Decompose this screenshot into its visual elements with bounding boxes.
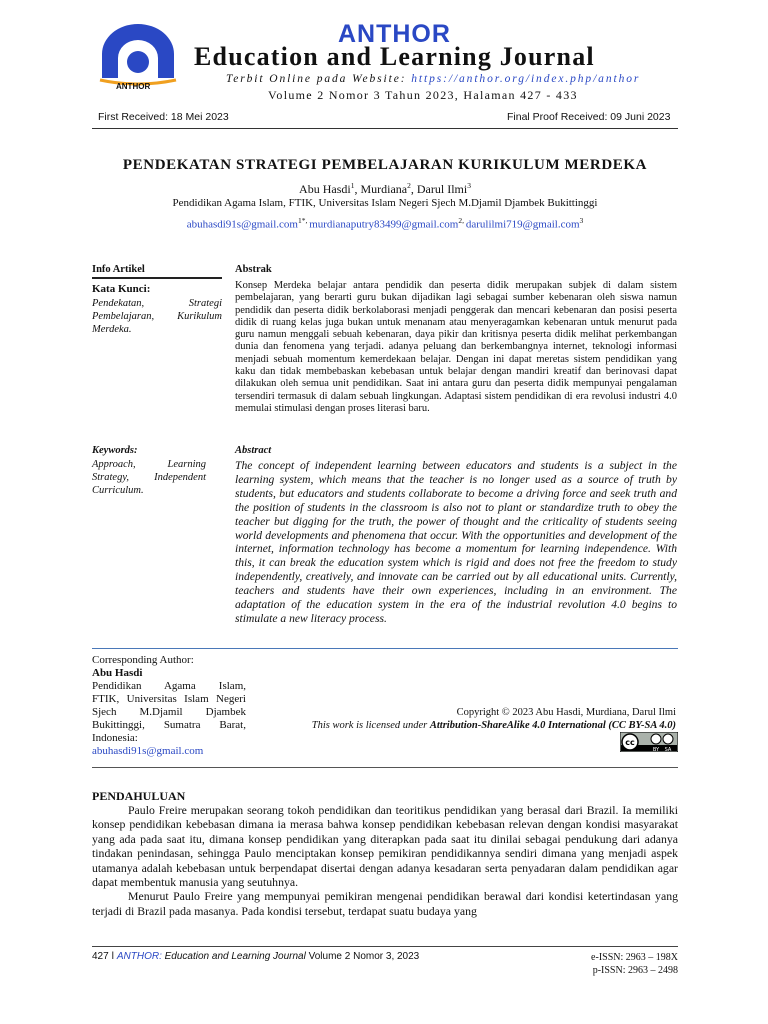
email-sup: 2,: [458, 216, 466, 225]
author-name: Abu Hasdi: [299, 182, 351, 196]
keywords-text: Approach, Learning Strategy, Independent Curriculum.: [92, 459, 206, 496]
footer-journal-name: Education and Learning Journal: [164, 951, 306, 962]
logo-caption: ANTHOR: [116, 82, 151, 91]
keywords-title: Keywords:: [92, 445, 138, 456]
header-divider: [92, 128, 678, 129]
author-name: Murdiana: [360, 182, 408, 196]
footer-left: 427 ǀ ANTHOR: Education and Learning Journal Volume 2 Nomor 3, 2023: [92, 951, 420, 962]
email-link[interactable]: abuhasdi91s@gmail.com: [186, 218, 298, 231]
body-paragraph: Paulo Freire merupakan seorang tokoh pendidikan dan teoritikus pendidikan yang berasal dari Brazil. Ia memiliki konsep pendidikan kebebasan dimana ia merasa bahwa konsep pendidikan kebebasan relevan dengan kondisi masyarakat yang ada pada saat itu, dimana konsep pendidikan yang diterapkan pada saat itu dinilai sebagai pendukung dari adanya tindakan penindasan, sehingga Paulo menciptakan konsep pemikiran pendidikannya sendiri dimana yang menjadi aspek utamanya adalah kebebasan untuk berpendapat disertai dengan adanya kesadaran serta penyadaran dalam pendidikan agar dapat membentuk manusia yang seutuhnya.: [92, 803, 678, 890]
corresponding-author: [92, 654, 246, 758]
volume-line: Volume 2 Nomor 3 Tahun 2023, Halaman 427 - 433: [268, 88, 578, 102]
first-received: First Received: 18 Mei 2023: [98, 111, 229, 123]
journal-brand: ANTHOR: [338, 20, 451, 48]
website-line: [226, 73, 640, 85]
author-emails: [92, 216, 678, 231]
footer-volume: Volume 2 Nomor 3, 2023: [305, 951, 420, 962]
kata-kunci-title: Kata Kunci:: [92, 283, 151, 295]
footer-issn: [566, 951, 678, 977]
footer-journal-brand: ANTHOR:: [116, 951, 165, 962]
author-sup: 2: [407, 181, 411, 190]
author-name: Darul Ilmi: [416, 182, 468, 196]
author-sup: 3: [467, 181, 471, 190]
copyright-block: [270, 706, 676, 732]
abstrak-text: Konsep Merdeka belajar antara pendidik dan peserta didik merupakan subjek di dalam sistem pembelajaran, yang berarti guru bukan dijadikan lagi sebagai sumber kebenaran oleh siswa namun pendidik dan peserta didik berkolaborasi menjadi penggerak dan mencari kebenaran dan posisi peserta didik di ruang kelas juga bukan untuk menanam atau menyeragamkan kebenaran untuk menurut pada guru namun menggali sebuah kebenaran, daya pikir dan kritisnya peserta didik melihat perkembangan dunia dan fenomena yang terjadi. adanya peluang dan berkembangnya internet, teknologi informasi menjadi sebuah momentum kemerdekaan belajar. Dengan ini dapat meretas sistem pendidikan yang kaku dan tidak membebaskan kebebasan untuk belajar dengan mandiri kreatif dan berinovasi dapat dilakukan oleh semua unit pendidikan. Saat ini antara guru dan peserta didik mempunyai pengalaman tersendiri termasuk di dalam sebuah lingkungan. Adaptasi sistem pendidikan di era revolusi industri 4.0 memulai stimulasi dengan proses literasi baru.: [235, 280, 677, 414]
corresponding-label: Corresponding Author:: [92, 654, 194, 666]
journal-title: Education and Learning Journal: [194, 42, 595, 71]
cc-by-sa-icon: [620, 732, 678, 752]
section-heading: PENDAHULUAN: [92, 789, 186, 803]
abstract-title: Abstract: [235, 445, 272, 456]
info-artikel-title: Info Artikel: [92, 264, 145, 275]
eissn: e-ISSN: 2963 – 198X: [591, 952, 678, 963]
body-paragraph: Menurut Paulo Freire yang mempunyai pemikiran mengenai pendidikan berawal dari kondisi ketertindasan yang terjadi di Brazil pada masanya. Pada kondisi tersebut, terdapat suatu budaya yang: [92, 889, 678, 918]
corresponding-email[interactable]: abuhasdi91s@gmail.com: [92, 745, 204, 757]
email-sup: 1*,: [297, 216, 310, 225]
abstract-text: The concept of independent learning between educators and students is a subject in the learning system, which means that the teacher is no longer used as a source of truth by students, but educators and students collaborate to become a driving force and seek truth and the position of students in the classroom is also not to plant or standardize truth to obey the teacher but digging for the truth, the power of thought and the criticality of students seeing world developments and phenomena that occur. With the opportunities and development of the internet, information technology has become a momentum for learning independence. With this, it can break the education system which is rigid and does not free the freedom to study independently, creatively, and innovate can be carried out by all educational units. Currently, teachers and students have their own experiences, including in an environment. The adaptation of the education system in the era of the industrial revolution 4.0 begins to stimulate a new literacy process.: [235, 459, 677, 625]
article-title: PENDEKATAN STRATEGI PEMBELAJARAN KURIKULUM MERDEKA: [122, 157, 648, 173]
badge-sa-text: SA: [664, 747, 672, 752]
info-rule: [92, 277, 222, 279]
page-number: 427: [92, 951, 109, 962]
author-sup: 1: [350, 181, 355, 190]
affiliation: Pendidikan Agama Islam, FTIK, Universitas Islam Negeri Sjech M.Djamil Djambek Bukittinggi: [172, 197, 598, 209]
badge-by-text: BY: [652, 747, 660, 752]
website-link[interactable]: https://anthor.org/index.php/anthor: [411, 73, 641, 85]
corresponding-line: FTIK, Universitas Islam Negeri: [92, 693, 246, 705]
abstrak-title: Abstrak: [235, 264, 272, 275]
email-link[interactable]: murdianaputry83499@gmail.com: [309, 218, 459, 231]
journal-logo: [96, 18, 180, 96]
cc-license-badge[interactable]: [620, 732, 678, 752]
kata-kunci-text: Pendekatan, Strategi Pembelajaran, Kurikulum Merdeka.: [92, 298, 222, 335]
abstract-divider: [92, 648, 678, 649]
pissn: p-ISSN: 2963 – 2498: [592, 965, 678, 976]
badge-cc-text: cc: [625, 738, 635, 747]
license-name[interactable]: Attribution-ShareAlike 4.0 International (CC BY-SA 4.0): [429, 720, 676, 731]
footer-divider: [92, 946, 678, 947]
corresponding-line: Indonesia:: [92, 732, 138, 744]
corresponding-line: Bukittinggi, Sumatra Barat,: [92, 719, 246, 731]
email-link[interactable]: darulilmi719@gmail.com: [465, 218, 580, 231]
corresponding-line: Sjech M.Djamil Djambek: [92, 706, 246, 718]
website-label: Terbit Online pada Website:: [226, 73, 412, 85]
corresponding-name: Abu Hasdi: [92, 667, 143, 679]
license-line: [270, 719, 676, 732]
final-proof-received: Final Proof Received: 09 Juni 2023: [507, 111, 671, 123]
author-list: Abu Hasdi$^1$, Murdiana$^2$, Darul Ilmi$^3$: [299, 181, 471, 196]
email-sup: 3: [579, 216, 584, 225]
license-prefix: This work is licensed under: [311, 720, 430, 731]
body-text: [92, 803, 678, 918]
body-divider: [92, 767, 678, 768]
copyright-line: Copyright © 2023 Abu Hasdi, Murdiana, Darul Ilmi: [456, 707, 676, 718]
corresponding-line: Pendidikan Agama Islam,: [92, 680, 246, 692]
